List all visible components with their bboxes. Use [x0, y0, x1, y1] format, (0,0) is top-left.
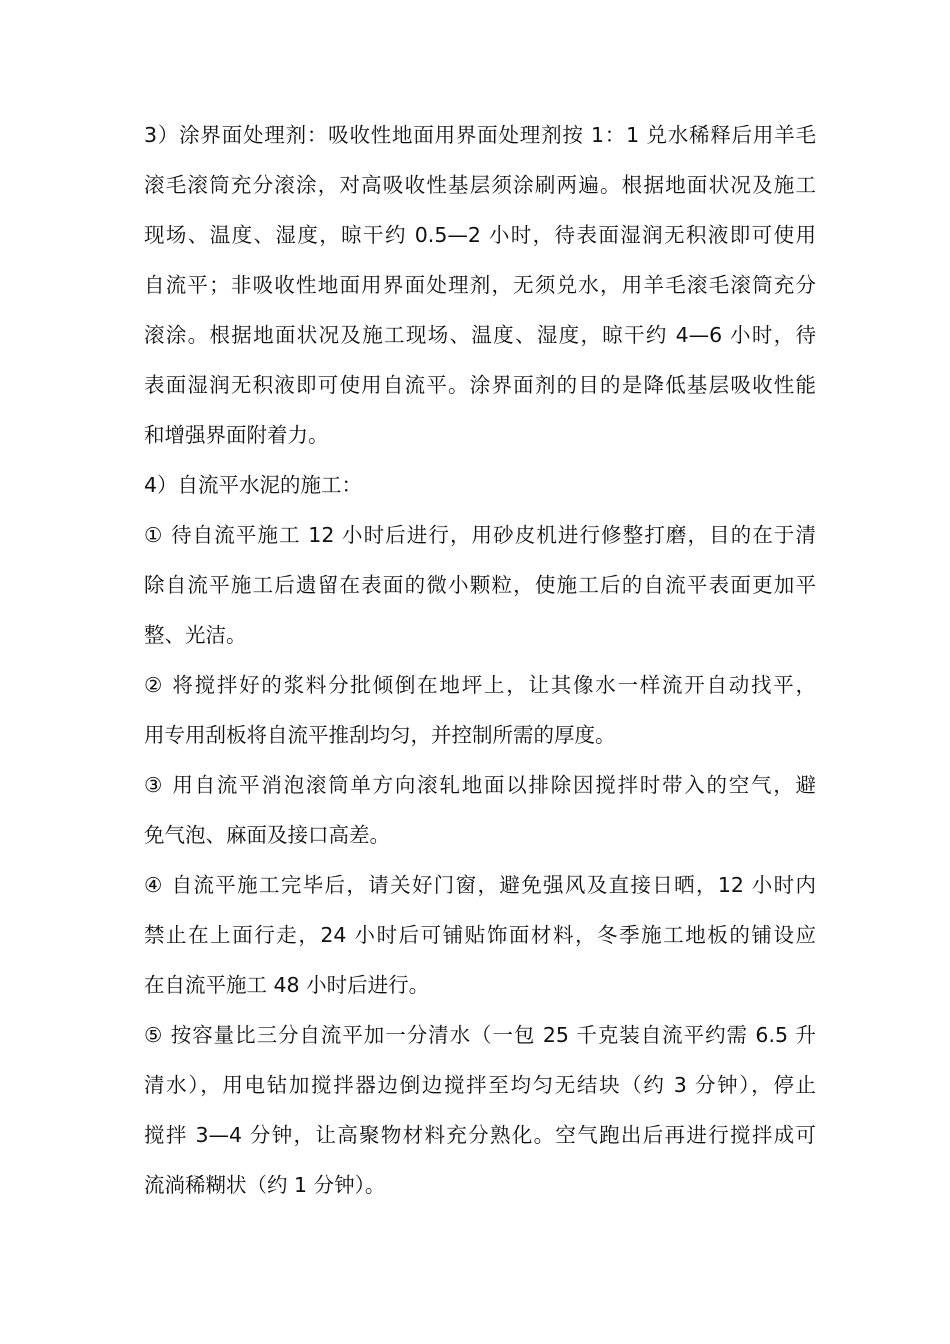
text-line: 除自流平施工后遗留在表面的微小颗粒，使施工后的自流平表面更加平 [144, 573, 816, 597]
text-line: 在自流平施工 48 小时后进行。 [144, 973, 430, 997]
list-item-1 [144, 510, 816, 660]
document-body [144, 110, 816, 1210]
text-line: 滚毛滚筒充分滚涂，对高吸收性基层须涂刷两遍。根据地面状况及施工 [144, 173, 816, 197]
text-line: 搅拌 3—4 分钟，让高聚物材料充分熟化。空气跑出后再进行搅拌成可 [144, 1123, 816, 1147]
text-line: 免气泡、麻面及接口高差。 [144, 823, 390, 847]
text-line: 和增强界面附着力。 [144, 423, 329, 447]
text-line: 整、光洁。 [144, 623, 247, 647]
text-line: ⑤ 按容量比三分自流平加一分清水（一包 25 千克装自流平约需 6.5 升 [144, 1023, 816, 1047]
section-heading-step-4 [144, 460, 816, 510]
text-line: 用专用刮板将自流平推刮均匀，并控制所需的厚度。 [144, 723, 616, 747]
text-line: 流淌稀糊状（约 1 分钟）。 [144, 1173, 386, 1197]
list-item-4 [144, 860, 816, 1010]
list-item-5 [144, 1010, 816, 1210]
text-line: ④ 自流平施工完毕后，请关好门窗，避免强风及直接日晒，12 小时内 [144, 873, 816, 897]
text-line: 自流平；非吸收性地面用界面处理剂，无须兑水，用羊毛滚毛滚筒充分 [144, 273, 816, 297]
paragraph-step-3 [144, 110, 816, 460]
list-item-2 [144, 660, 816, 760]
text-line: ① 待自流平施工 12 小时后进行，用砂皮机进行修整打磨，目的在于清 [144, 523, 816, 547]
text-line: 现场、温度、湿度，晾干约 0.5—2 小时，待表面湿润无积液即可使用 [144, 223, 816, 247]
text-line: ② 将搅拌好的浆料分批倾倒在地坪上，让其像水一样流开自动找平， [144, 673, 816, 697]
text-line: 3）涂界面处理剂：吸收性地面用界面处理剂按 1：1 兑水稀释后用羊毛 [144, 123, 816, 147]
text-line: 4）自流平水泥的施工： [144, 473, 363, 497]
list-item-3 [144, 760, 816, 860]
text-line: 禁止在上面行走，24 小时后可铺贴饰面材料，冬季施工地板的铺设应 [144, 923, 816, 947]
text-line: 滚涂。根据地面状况及施工现场、温度、湿度，晾干约 4—6 小时，待 [144, 323, 816, 347]
text-line: 清水），用电钻加搅拌器边倒边搅拌至均匀无结块（约 3 分钟），停止 [144, 1073, 816, 1097]
text-line: ③ 用自流平消泡滚筒单方向滚轧地面以排除因搅拌时带入的空气，避 [144, 773, 816, 797]
text-line: 表面湿润无积液即可使用自流平。涂界面剂的目的是降低基层吸收性能 [144, 373, 816, 397]
